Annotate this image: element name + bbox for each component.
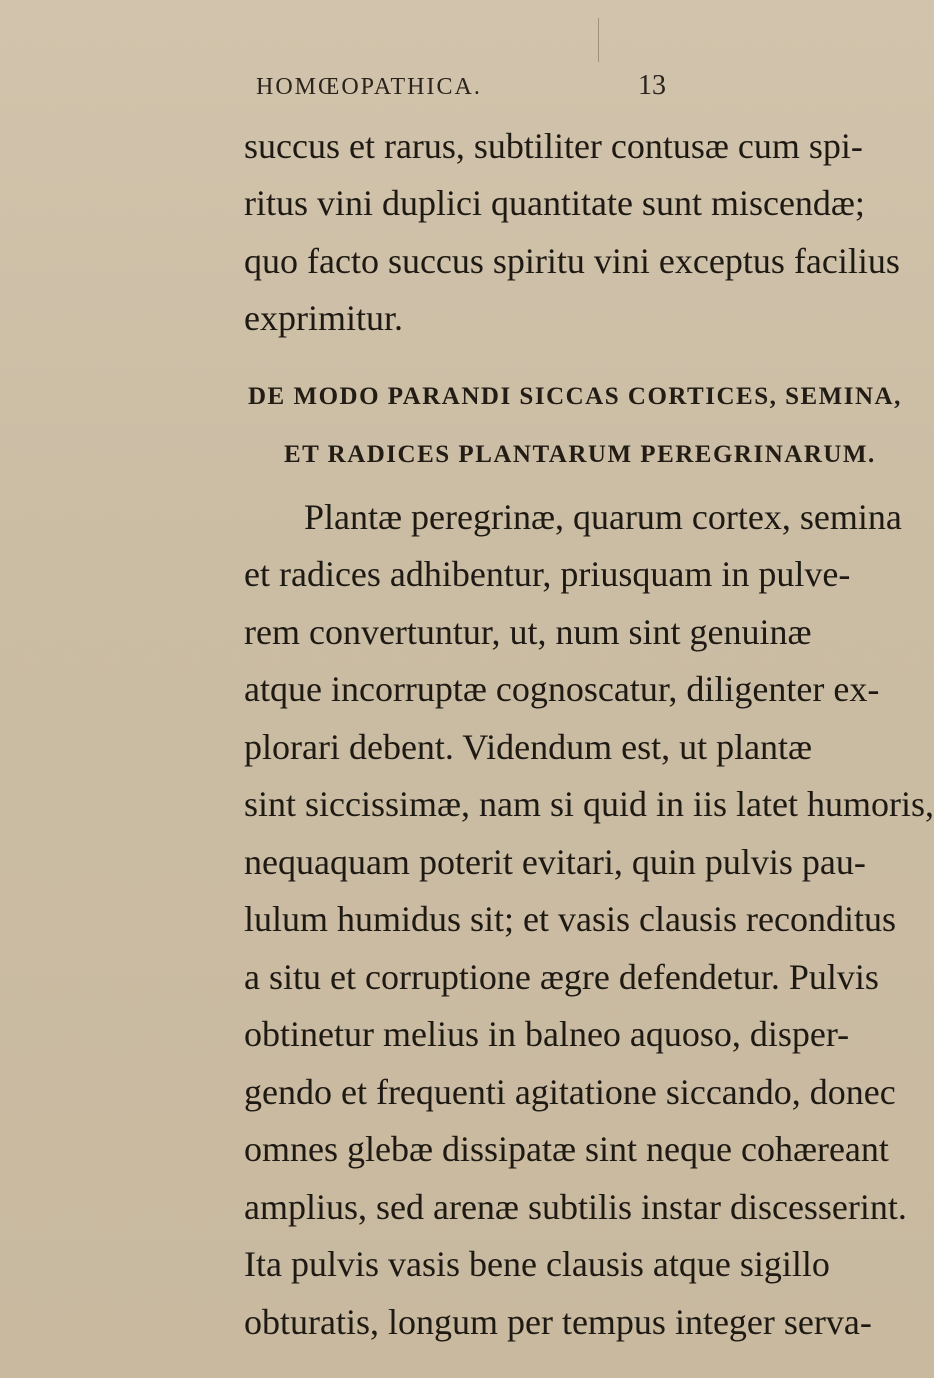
text-line: lulum humidus sit; et vasis clausis reconditus — [244, 899, 896, 939]
text-line: plorari debent. Videndum est, ut plantæ — [244, 727, 813, 767]
section-heading-line-1: DE MODO PARANDI SICCAS CORTICES, SEMINA, — [248, 383, 902, 410]
text-line: omnes glebæ dissipatæ sint neque cohæreant — [244, 1129, 889, 1169]
text-line: sint siccissimæ, nam si quid in iis latet humoris, — [244, 784, 934, 824]
text-line: rem convertuntur, ut, num sint genuinæ — [244, 612, 812, 652]
text-line: quo facto succus spiritu vini exceptus facilius — [244, 241, 900, 281]
text-line: exprimitur. — [244, 298, 403, 338]
running-head — [256, 70, 676, 114]
text-line: nequaquam poterit evitari, quin pulvis pau- — [244, 842, 866, 882]
text-line: amplius, sed arenæ subtilis instar discesserint. — [244, 1187, 907, 1227]
page-edge-mark — [598, 18, 599, 62]
running-head-title: HOMŒOPATHICA. — [256, 74, 482, 100]
page-number: 13 — [638, 70, 666, 101]
text-line: et radices adhibentur, priusquam in pulve- — [244, 554, 851, 594]
text-line: Plantæ peregrinæ, quarum cortex, semina — [304, 497, 902, 537]
text-line: succus et rarus, subtiliter contusæ cum spi- — [244, 126, 863, 166]
section-heading-line-2: ET RADICES PLANTARUM PEREGRINARUM. — [284, 441, 876, 468]
text-line: gendo et frequenti agitatione siccando, donec — [244, 1072, 896, 1112]
text-line: a situ et corruptione ægre defendetur. Pulvis — [244, 957, 879, 997]
text-line: atque incorruptæ cognoscatur, diligenter ex- — [244, 669, 880, 709]
text-line: obtinetur melius in balneo aquoso, disper- — [244, 1014, 850, 1054]
text-line: obturatis, longum per tempus integer serva- — [244, 1302, 872, 1342]
text-line: ritus vini duplici quantitate sunt miscendæ; — [244, 183, 865, 223]
text-line: Ita pulvis vasis bene clausis atque sigillo — [244, 1244, 830, 1284]
